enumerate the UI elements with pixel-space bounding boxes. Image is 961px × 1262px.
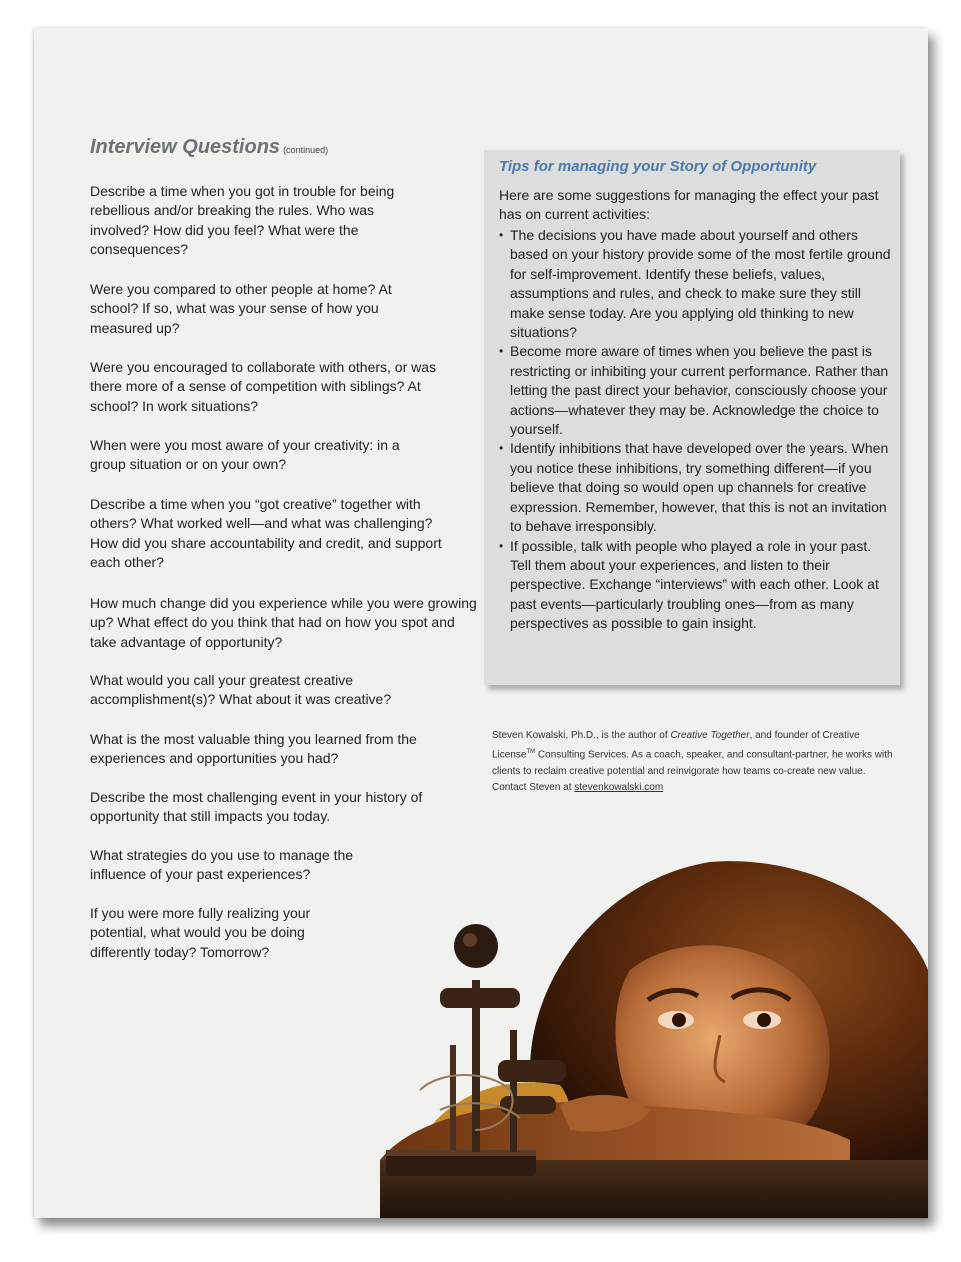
interview-heading: [90, 136, 328, 159]
bio-text: Consulting Services. As a coach, speaker, and consultant-partner, he works with clients to reclaim creative potential and reinvigorate how teams co-create new value. Contact Steven at: [492, 749, 893, 793]
girl-with-puzzle-photo: [380, 860, 928, 1218]
tips-intro: Here are some suggestions for managing the effect your past has on current activities:: [499, 187, 879, 223]
bullet-icon: •: [499, 538, 504, 553]
question-5: Describe a time when you “got creative” together with others? What worked well—and what was challenging? How did you share accountability and credit, and support each other?: [90, 496, 442, 571]
question-7: What would you call your greatest creative accomplishment(s)? What about it was creative?: [90, 672, 392, 708]
question-4: When were you most aware of your creativity: in a group situation or on your own?: [90, 437, 400, 473]
question-3: Were you encouraged to collaborate with others, or was there more of a sense of competition with siblings? At school? In work situations?: [90, 359, 437, 414]
tips-item-text: If possible, talk with people who played a role in your past. Tell them about your experiences, and listen to their perspective. Exchange “interviews” with each other. Look at past events—particularly troubling ones—from as many perspectives as possible to gain insight.: [510, 537, 879, 632]
author-bio: [492, 728, 902, 796]
bio-text: , and founder of Creative License: [492, 730, 860, 761]
question-8: What is the most valuable thing you learned from the experiences and opportunities you had?: [90, 731, 417, 767]
tips-item-text: Become more aware of times when you believe the past is restricting or inhibiting your current performance. Rather than letting the past direct your behavior, consciously choose your actions—whatever they may be. Acknowledge the choice to yourself.: [510, 343, 889, 438]
tips-box: [484, 150, 900, 685]
tips-list-item: [499, 226, 894, 342]
question-1: Describe a time when you got in trouble for being rebellious and/or breaking the rules. Who was involved? How did you feel? What were the consequences?: [90, 183, 395, 258]
question-11: If you were more fully realizing your potential, what would you be doing differently today? Tomorrow?: [90, 905, 311, 960]
question-10: What strategies do you use to manage the influence of your past experiences?: [90, 847, 354, 883]
bio-book-title: Creative Together: [670, 730, 750, 741]
document-page: [34, 28, 928, 1218]
tips-list-item: [499, 439, 894, 536]
tips-item-text: Identify inhibitions that have developed over the years. When you notice these inhibitions, try something different—if you believe that doing so would open up channels for creative expression. Remember, however, that this is not an invitation to behave irresponsibly.: [510, 440, 889, 535]
question-6: How much change did you experience while you were growing up? What effect do you think that had on how you spot and take advantage of opportunity?: [90, 595, 477, 650]
tips-list-item: [499, 342, 894, 439]
website-link[interactable]: stevenkowalski.com: [574, 781, 664, 793]
bullet-icon: •: [499, 441, 504, 456]
bullet-icon: •: [499, 344, 504, 359]
trademark-mark: TM: [526, 749, 536, 756]
tips-item-text: The decisions you have made about yourself and others based on your history provide some of the most fertile ground for self-improvement. Identify these beliefs, values, assumptions and rules, and check to make sure they still make sense today. Are you applying old thinking to new situations?: [510, 227, 891, 341]
tips-title: Tips for managing your Story of Opportunity: [499, 158, 817, 175]
bullet-icon: •: [499, 228, 504, 242]
tips-list: [499, 226, 894, 634]
question-2: Were you compared to other people at home? At school? If so, what was your sense of how you measured up?: [90, 281, 392, 336]
interview-title: Interview Questions: [90, 136, 281, 158]
tips-list-item: [499, 537, 894, 634]
bio-text: Steven Kowalski, Ph.D., is the author of: [492, 730, 671, 741]
question-9: Describe the most challenging event in your history of opportunity that still impacts you today.: [90, 789, 423, 825]
interview-title-note: (continued): [283, 145, 329, 155]
